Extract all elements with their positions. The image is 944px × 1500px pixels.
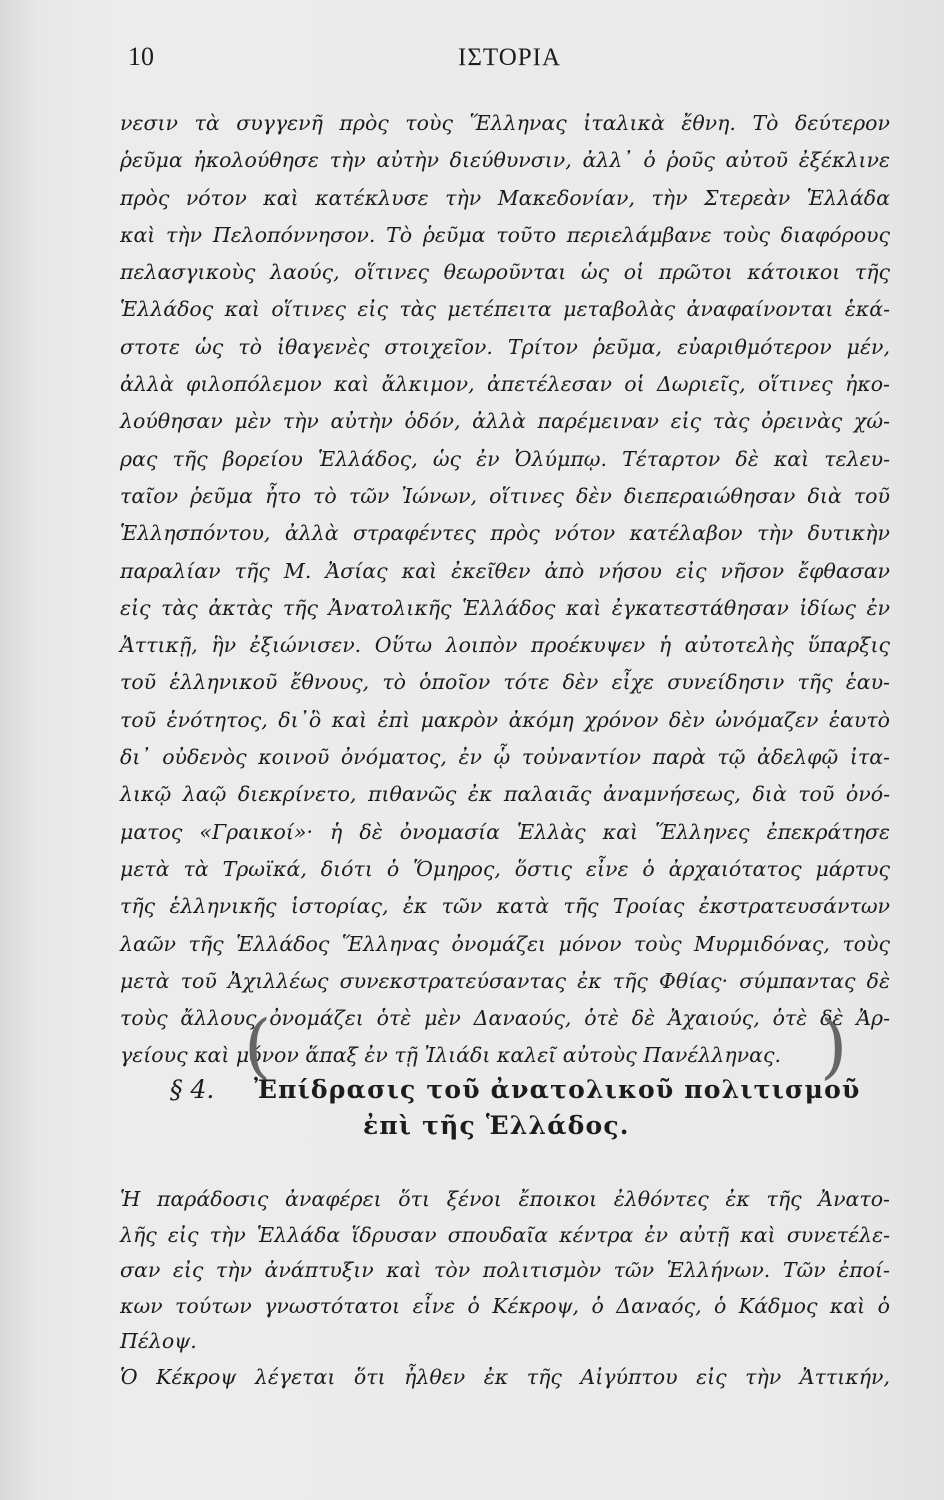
paragraph-1 — [120, 105, 890, 1087]
text-line: μετὰ τοῦ Ἀχιλλέως συνεκστρατεύσαντας ἐκ τῆς Φθίας· σύμπαντας δὲ — [120, 968, 890, 993]
section-title-line-1: Ἐπίδρασις τοῦ ἀνατολικοῦ πολιτισμοῦ — [254, 1075, 861, 1104]
section-number: § 4. — [170, 1075, 215, 1104]
bracket-mark: ) — [820, 1005, 848, 1087]
text-line: τοὺς ἄλλους ὀνομάζει ὁτὲ μὲν Δαναούς, ὁτὲ δὲ Ἀχαιούς, ὁτὲ δὲ Ἀρ- — [120, 1006, 890, 1031]
text-line: τοῦ ἑλληνικοῦ ἔθνους, τὸ ὁποῖον τότε δὲν εἶχε συνείδησιν τῆς ἑαυ- — [120, 670, 890, 695]
text-line: νεσιν τὰ συγγενῆ πρὸς τοὺς Ἕλληνας ἰταλικὰ ἔθνη. Τὸ δεύτερον — [120, 111, 890, 135]
text-line: λῆς εἰς τὴν Ἑλλάδα ἵδρυσαν σπουδαῖα κέντρα ἐν αὐτῇ καὶ συνετέλε- — [120, 1222, 890, 1247]
page-number: 10 — [128, 42, 154, 71]
text-line: ματος «Γραικοί»· ἡ δὲ ὀνομασία Ἑλλὰς καὶ Ἕλληνες ἐπεκράτησε — [120, 819, 890, 844]
text-line: Ἑλλάδος καὶ οἵτινες εἰς τὰς μετέπειτα μεταβολὰς ἀναφαίνονται ἑκά- — [120, 297, 890, 322]
text-line: τοῦ ἑνότητος, δι᾽ὃ καὶ ἐπὶ μακρὸν ἀκόμη χρόνον δὲν ὠνόμαζεν ἑαυτὸ — [120, 707, 890, 732]
text-line: Ἑλλησπόντου, ἀλλὰ στραφέντες πρὸς νότον κατέλαβον τὴν δυτικὴν — [120, 521, 890, 546]
text-line: πρὸς νότον καὶ κατέκλυσε τὴν Μακεδονίαν, τὴν Στερεὰν Ἑλλάδα — [120, 185, 890, 210]
text-line: μετὰ τὰ Τρωϊκά, διότι ὁ Ὅμηρος, ὅστις εἶνε ὁ ἀρχαιότατος μάρτυς — [120, 856, 890, 881]
text-line: ῥεῦμα ἠκολούθησε τὴν αὐτὴν διεύθυνσιν, ἀλλ᾽ ὁ ῥοῦς αὐτοῦ ἐξέκλινε — [120, 148, 890, 173]
text-line: καὶ τὴν Πελοπόννησον. Τὸ ῥεῦμα τοῦτο περιελάμβανε τοὺς διαφόρους — [120, 222, 890, 247]
text-line: ρας τῆς βορείου Ἑλλάδος, ὡς ἐν Ὀλύμπῳ. Τέταρτον δὲ καὶ τελευ- — [120, 446, 890, 471]
text-line: κων τούτων γνωστότατοι εἶνε ὁ Κέκροψ, ὁ Δαναός, ὁ Κάδμος καὶ ὁ — [120, 1293, 890, 1318]
bracket-mark: ( — [244, 1005, 272, 1087]
text-line: λαῶν τῆς Ἑλλάδος Ἕλληνας ὀνομάζει μόνον τοὺς Μυρμιδόνας, τοὺς — [120, 931, 890, 956]
text-line: τῆς ἑλληνικῆς ἱστορίας, ἐκ τῶν κατὰ τῆς Τροίας ἐκστρατευσάντων — [120, 894, 890, 919]
text-line: πελασγικοὺς λαούς, οἵτινες θεωροῦνται ὡς οἱ πρῶτοι κάτοικοι τῆς — [120, 260, 890, 285]
text-line: λικῷ λαῷ διεκρίνετο, πιθανῶς ἐκ παλαιᾶς ἀναμνήσεως, διὰ τοῦ ὀνό- — [120, 782, 890, 807]
text-line: στοτε ὡς τὸ ἰθαγενὲς στοιχεῖον. Τρίτον ῥεῦμα, εὐαριθμότερον μέν, — [120, 334, 890, 359]
text-line: Πέλοψ. — [120, 1329, 197, 1353]
text-line: Ἡ παράδοσις ἀναφέρει ὅτι ξένοι ἔποικοι ἐλθόντες ἐκ τῆς Ἀνατο- — [120, 1187, 890, 1211]
text-line: παραλίαν τῆς Μ. Ἀσίας καὶ ἐκεῖθεν ἀπὸ νήσου εἰς νῆσον ἔφθασαν — [120, 558, 890, 583]
text-line: σαν εἰς τὴν ἀνάπτυξιν καὶ τὸν πολιτισμὸν τῶν Ἑλλήνων. Τῶν ἐποί- — [120, 1258, 890, 1282]
text-line: δι᾽ οὐδενὸς κοινοῦ ὀνόματος, ἐν ᾧ τοὐναντίον παρὰ τῷ ἀδελφῷ ἰτα- — [120, 745, 890, 770]
page-header — [128, 42, 884, 82]
text-line: λούθησαν μὲν τὴν αὐτὴν ὁδόν, ἀλλὰ παρέμειναν εἰς τὰς ὀρεινὰς χώ- — [120, 409, 890, 434]
section-title-line-2: ἐπὶ τῆς Ἑλλάδος. — [363, 1111, 630, 1140]
text-line: Ὁ Κέκροψ λέγεται ὅτι ἦλθεν ἐκ τῆς Αἰγύπτου εἰς τὴν Ἀττικήν, — [120, 1364, 890, 1389]
running-title: ΙΣΤΟΡΙΑ — [458, 44, 562, 71]
text-line: ταῖον ῥεῦμα ἦτο τὸ τῶν Ἰώνων, οἵτινες δὲν διεπεραιώθησαν διὰ τοῦ — [120, 483, 890, 508]
paragraph-2 — [120, 1182, 890, 1395]
text-line: ἀλλὰ φιλοπόλεμον καὶ ἄλκιμον, ἀπετέλεσαν οἱ Δωριεῖς, οἵτινες ἠκο- — [120, 372, 890, 397]
text-line: εἰς τὰς ἀκτὰς τῆς Ἀνατολικῆς Ἑλλάδος καὶ ἐγκατεστάθησαν ἰδίως ἐν — [120, 595, 890, 620]
text-line: Ἀττικῇ, ἣν ἐξιώνισεν. Οὕτω λοιπὸν προέκυψεν ἡ αὐτοτελὴς ὕπαρξις — [120, 633, 890, 658]
text-line: γείους καὶ μόνον ἅπαξ ἐν τῇ Ἰλιάδι καλεῖ αὐτοὺς Πανέλληνας. — [120, 1043, 781, 1068]
